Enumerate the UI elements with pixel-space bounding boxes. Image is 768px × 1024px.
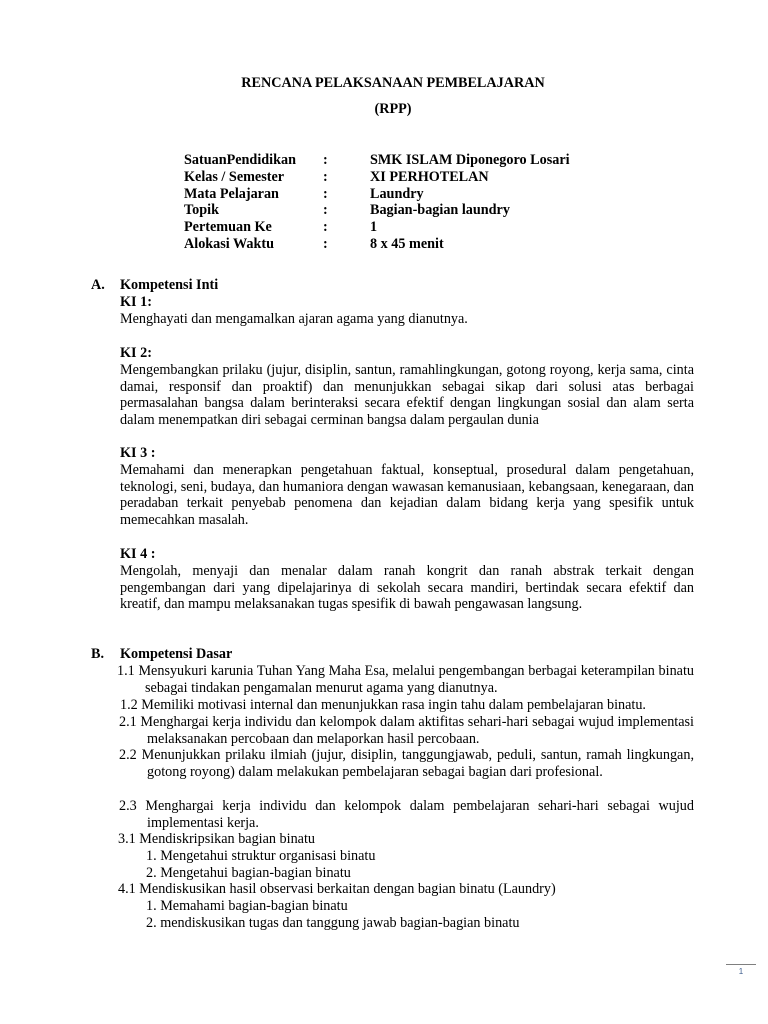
ki-3-heading: KI 3 :: [120, 445, 156, 461]
section-a-title: Kompetensi Inti: [120, 277, 219, 293]
identity-colon: :: [323, 235, 328, 252]
ki-4-heading: KI 4 :: [120, 546, 156, 562]
document-subtitle: (RPP): [374, 101, 412, 117]
kd-item: 4.1 Mendiskusikan hasil observasi berkaitan dengan bagian binatu (Laundry): [118, 881, 556, 897]
ki-4-block: [120, 546, 694, 613]
identity-colon: :: [323, 185, 328, 202]
identity-value: 8 x 45 menit: [370, 235, 444, 252]
ki-1-text: Menghayati dan mengamalkan ajaran agama yang dianutnya.: [120, 310, 468, 327]
kd-item: 1.2 Memiliki motivasi internal dan menunjukkan rasa ingin tahu dalam pembelajaran binatu.: [120, 697, 646, 713]
identity-label: SatuanPendidikan: [184, 152, 296, 168]
ki-1-block: [120, 294, 694, 328]
ki-1-heading: KI 1:: [120, 294, 152, 310]
kd-item: 3.1 Mendiskripsikan bagian binatu: [118, 831, 316, 847]
identity-value: Bagian-bagian laundry: [370, 202, 510, 219]
ki-2-text: Mengembangkan prilaku (jujur, disiplin, santun, ramahlingkungan, gotong royong, kerja sama, cinta damai, responsif dan proaktif) dan menunjukkan sebagai sikap dari solusi atas berbagai permasalahan bangsa dalam berinteraksi secara efektif dengan lingkungan sosial dan alam serta dalam menempatkan diri sebagai cerminan bangsa dalam pergaulan dunia: [120, 361, 694, 429]
identity-colon: :: [323, 202, 328, 219]
identity-colon: :: [323, 168, 328, 185]
identity-label: Mata Pelajaran: [184, 185, 279, 202]
kd-sub-item: 2. Mengetahui bagian-bagian binatu: [146, 865, 351, 881]
document-title: RENCANA PELAKSANAAN PEMBELAJARAN: [241, 75, 545, 91]
identity-colon: :: [323, 152, 328, 168]
kd-item: 2.3 Menghargai kerja individu dan kelompok dalam pembelajaran sehari-hari sebagai wujud implementasi kerja.: [119, 798, 694, 831]
section-a-letter: A.: [91, 277, 105, 293]
identity-label: Pertemuan Ke: [184, 219, 272, 236]
identity-label: Topik: [184, 202, 219, 219]
identity-colon: :: [323, 219, 328, 236]
identity-value: 1: [370, 219, 378, 236]
identity-label: Alokasi Waktu: [184, 235, 275, 252]
page-number: 1: [738, 967, 744, 976]
identity-value: Laundry: [370, 185, 424, 202]
kd-item: 2.1 Menghargai kerja individu dan kelompok dalam aktifitas sehari-hari sebagai wujud implementasi melaksanakan percobaan dan melaporkan hasil percobaan.: [119, 714, 694, 747]
kd-sub-item: 2. mendiskusikan tugas dan tanggung jawab bagian-bagian binatu: [146, 915, 520, 931]
section-b-title: Kompetensi Dasar: [120, 646, 233, 662]
identity-label: Kelas / Semester: [184, 168, 285, 185]
kd-sub-item: 1. Memahami bagian-bagian binatu: [146, 898, 348, 914]
ki-2-heading: KI 2:: [120, 345, 152, 361]
ki-4-text: Mengolah, menyaji dan menalar dalam ranah kongrit dan ranah abstrak terkait dengan pengembangan dari yang dipelajarinya di sekolah secara mandiri, bertindak secara efektif dan kreatif, dan mampu melaksanakan tugas spesifik di bawah pengawasan langsung.: [120, 562, 694, 613]
ki-3-text: Memahami dan menerapkan pengetahuan faktual, konseptual, prosedural dalam pengetahuan, teknologi, seni, budaya, dan humaniora dengan wawasan kemanusiaan, kebangsaan, kenegaraan, dan peradaban terkait penyebab penomena dan kejadian dalam bidang kerja yang spesifik untuk memecahkan masalah.: [120, 461, 694, 529]
identity-value: SMK ISLAM Diponegoro Losari: [370, 152, 570, 168]
ki-3-block: [120, 445, 694, 529]
footer-divider: [726, 964, 756, 965]
ki-2-block: [120, 345, 694, 429]
kd-sub-item: 1. Mengetahui struktur organisasi binatu: [146, 848, 376, 864]
identity-value: XI PERHOTELAN: [370, 168, 489, 185]
kd-item: 2.2 Menunjukkan prilaku ilmiah (jujur, disiplin, tanggungjawab, peduli, santun, ramah lingkungan, gotong royong) dalam melakukan pembelajaran sebagai bagian dari profesional.: [119, 747, 694, 780]
section-b-letter: B.: [91, 646, 105, 662]
kd-item: 1.1 Mensyukuri karunia Tuhan Yang Maha Esa, melalui pengembangan berbagai keterampilan binatu sebagai tindakan pengamalan menurut agama yang dianutnya.: [117, 663, 694, 696]
